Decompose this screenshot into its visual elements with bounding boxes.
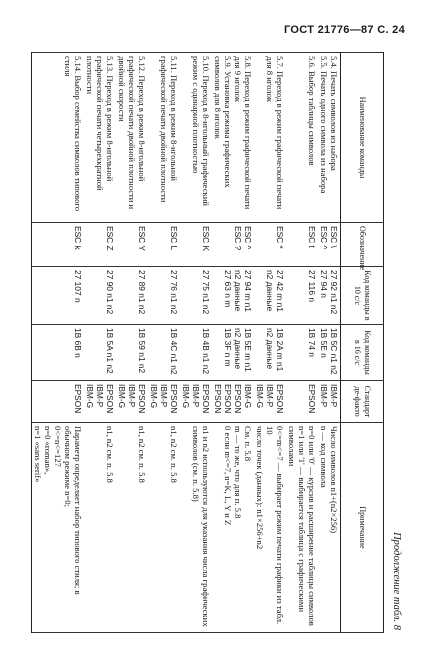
cell-name: 5.4. Печать символов из набора 5.5. Печать одного символа из набора — [318, 53, 341, 223]
table-row — [212, 53, 254, 633]
cell-std: EPSON IBM-P IBM-G — [148, 381, 180, 423]
cell-code16: 1B 6B n — [32, 325, 85, 381]
cell-name: 5.10. Переход в 8-игольный графический режим с одинарной плотностью — [180, 53, 212, 223]
column-header-code10: Код команды в 10 с/с — [341, 267, 384, 325]
table-row — [286, 53, 318, 633]
cell-code10: 27 89 n1 n2 — [116, 267, 148, 325]
cell-code16: 1B 4C n1 n2 — [148, 325, 180, 381]
cell-code10: 27 42 m n1 n2 данные — [254, 267, 286, 325]
cell-code: ESC * — [254, 223, 286, 267]
cell-code: ESC Y — [116, 223, 148, 267]
cell-std: EPSON — [286, 381, 318, 423]
cell-name: 5.14. Выбор семейства символов типового стиля — [32, 53, 85, 223]
table-row — [148, 53, 180, 633]
cell-note: n1, n2 см. п. 5.8 — [84, 423, 116, 633]
cell-name: 5.13. Переход в режим 8-игольной графической печати четырехкратной плотности — [84, 53, 116, 223]
cell-std: IBM-G EPSON EPSON EPSON — [212, 381, 254, 423]
column-header-code16: Код команды в 16 с/с — [341, 325, 384, 381]
table-row — [116, 53, 148, 633]
cell-code: ESC ^ ESC ? — [212, 223, 254, 267]
column-header-standard: Стандарт де-факто — [341, 381, 384, 423]
cell-name: 5.6. Выбор таблицы символов — [286, 53, 318, 223]
cell-code10: 27 94 m n1 n2 данные 27 63 n m — [212, 267, 254, 325]
table-row — [180, 53, 212, 633]
cell-code10: 27 90 n1 n2 — [84, 267, 116, 325]
cell-code16: 1B 59 n1 n2 — [116, 325, 148, 381]
table-row — [254, 53, 286, 633]
cell-note: n=0 или '0' — курсив и расширение таблицы символов n=1 или '1' — выбирается таблица с графическими символами — [286, 423, 318, 633]
cell-code16: 1B 5A n1 n2 — [84, 325, 116, 381]
cell-std: EPSON IBM-P IBM-G — [116, 381, 148, 423]
cell-code: ESC Z — [84, 223, 116, 267]
cell-name: 5.11. Переход в режим 8-игольной графической печати двойной плотности — [148, 53, 180, 223]
cell-code10: 27 76 n1 n2 — [148, 267, 180, 325]
cell-code: ESC \ ESC ^ — [318, 223, 341, 267]
cell-code16: 1B 4B n1 n2 — [180, 325, 212, 381]
cell-name: 5.12. Переход в режим 8-игольной графической печати двойной плотности и двойной скорости — [116, 53, 148, 223]
cell-code: ESC K — [180, 223, 212, 267]
cell-note: Число символов n1+(n2×256) n — код символа — [318, 423, 341, 633]
cell-name: 5.7. Переход в режим графической печати для 8 иголок — [254, 53, 286, 223]
table-header-row — [341, 53, 384, 633]
column-header-code: Обозначение — [341, 223, 384, 267]
cell-note: n1, n2 см. п. 5.8 — [116, 423, 148, 633]
table-row — [32, 53, 85, 633]
page-header: ГОСТ 21776—87 С. 24 — [284, 24, 405, 36]
cell-std: EPSON IBM-P IBM-G — [180, 381, 212, 423]
cell-code16: 1B 2A m n1 n2 данные — [254, 325, 286, 381]
column-header-note: Примечание — [341, 423, 384, 633]
cell-code10: 27 107 n — [32, 267, 85, 325]
cell-code: ESC k — [32, 223, 85, 267]
cell-code: ESC L — [148, 223, 180, 267]
cell-note: n1 и n2 используются для указания числа графических символов (см. п. 5.8) — [180, 423, 212, 633]
table-row — [84, 53, 116, 633]
cell-name: 5.8. Переход в режим графической печати для 9 иголок 5.9. Установка режима графических символов для 8 иголок — [212, 53, 254, 223]
cell-code16: 1B 5E m n1 n2 данные 1B 3F n m — [212, 325, 254, 381]
table-sheet — [33, 52, 402, 632]
table-continuation-label: Продолжение табл. 8 — [391, 532, 402, 630]
cell-std: EPSON IBM-P IBM-G — [254, 381, 286, 423]
command-table — [31, 52, 384, 633]
cell-note: 0<=m<=7 — выбирает режим печати графики из табл. 10 число точек (данных): n1×256+n2 — [254, 423, 286, 633]
table-row — [318, 53, 341, 633]
cell-std: EPSON — [32, 381, 85, 423]
cell-code10: 27 92 n1 n2 27 94 n — [318, 267, 341, 325]
cell-std: EPSON IBM-P IBM-G — [84, 381, 116, 423]
column-header-name: Наименование команды — [341, 53, 384, 223]
cell-note: См. п. 5.8 m — то же, что для п. 5.8 0 если m<=7, n=K, L, Y и Z — [212, 423, 254, 633]
cell-code16: 1B 5C n1 n2 1B 5E n — [318, 325, 341, 381]
cell-code10: 27 75 n1 n2 — [180, 267, 212, 325]
cell-code16: 1B 74 n — [286, 325, 318, 381]
cell-note: n1, n2 см. п. 5.8 — [148, 423, 180, 633]
cell-note: Параметр определяет набор типового стиля; в обычном режиме n=0; 0<=n<=127 n=0 «roman», n=1 «sans serif» — [32, 423, 85, 633]
cell-code: ESC t — [286, 223, 318, 267]
cell-code10: 27 116 n — [286, 267, 318, 325]
cell-std: IBM-P IBM-P — [318, 381, 341, 423]
